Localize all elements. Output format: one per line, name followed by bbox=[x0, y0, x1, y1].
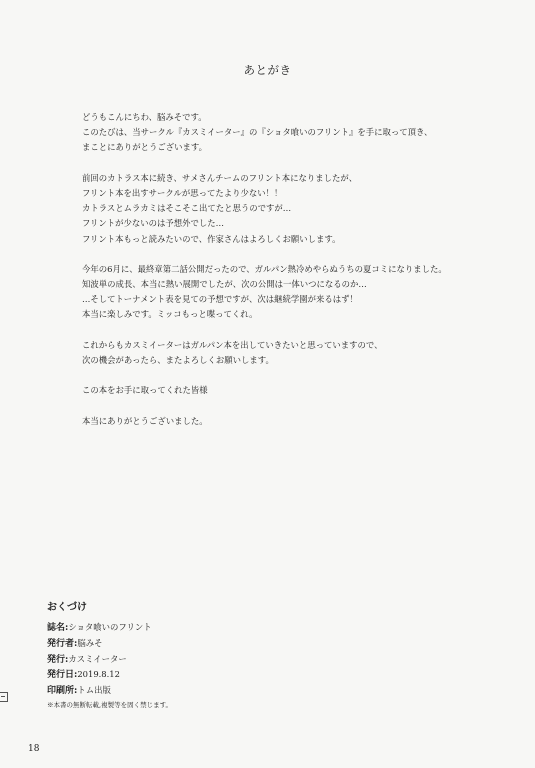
colophon bbox=[47, 600, 347, 710]
text-line: この本をお手に取ってくれた皆様 bbox=[82, 385, 208, 396]
text-line: フリント本を出すサークルが思ってたより少ない！！ bbox=[82, 187, 283, 198]
colophon-value: カスミイーター bbox=[68, 653, 127, 664]
afterword-paragraph bbox=[82, 262, 502, 323]
text-line: 次の機会があったら、またよろしくお願いします。 bbox=[82, 355, 274, 365]
colophon-value: ショタ喰いのフリント bbox=[68, 622, 152, 632]
page-number: 18 bbox=[28, 744, 40, 754]
text-line: どうもこんにちわ、脳みそです。 bbox=[82, 112, 207, 122]
colophon-row bbox=[47, 636, 347, 652]
afterword-paragraph bbox=[82, 383, 502, 398]
text-line: フリントが少ないのは予想外でした… bbox=[82, 218, 225, 229]
colophon-row bbox=[47, 652, 347, 668]
afterword-title: あとがき bbox=[243, 63, 292, 77]
afterword-paragraph bbox=[82, 338, 502, 368]
colophon-value: 脳みそ bbox=[77, 637, 103, 648]
afterword-paragraph bbox=[82, 110, 502, 156]
colophon-label: 発行: bbox=[47, 654, 69, 665]
colophon-label: 印刷所: bbox=[47, 686, 78, 697]
afterword-paragraph bbox=[82, 171, 502, 247]
text-line: まことにありがとうございます。 bbox=[82, 142, 207, 153]
colophon-note: ※本書の無断転載,複製等を固く禁じます。 bbox=[47, 700, 173, 709]
colophon-label: 発行者: bbox=[47, 638, 78, 649]
text-line: 前回のカトラス本に続き、サメさんチームのフリント本になりましたが、 bbox=[82, 172, 358, 183]
colophon-rows bbox=[47, 620, 347, 699]
text-line: このたびは、当サークル『カスミイーター』の『ショタ喰いのフリント』を手に取って頂き、 bbox=[82, 127, 433, 138]
colophon-value: トム出版 bbox=[77, 685, 111, 696]
colophon-row bbox=[47, 620, 347, 636]
text-line: 知波単の成長、本当に熱い展開でしたが、次の公開は一体いつになるのか… bbox=[82, 279, 367, 290]
text-line: …そしてトーナメント表を見ての予想ですが、次は継続学園が来るはず！ bbox=[82, 294, 358, 305]
text-line: フリント本もっと読みたいので、作家さんはよろしくお願いします。 bbox=[82, 233, 341, 244]
afterword-body bbox=[82, 110, 502, 444]
text-line: これからもカスミイーターはガルパン本を出していきたいと思っていますので、 bbox=[82, 339, 383, 350]
text-line: 本当に楽しみです。ミッコもっと喋ってくれ。 bbox=[82, 309, 258, 320]
colophon-row bbox=[47, 667, 347, 683]
edge-marker-icon bbox=[0, 692, 8, 702]
colophon-value: 2019.8.12 bbox=[77, 669, 120, 680]
text-line: 今年の6月に、最終章第二話公開だったので、ガルパン熱冷めやらぬうちの夏コミになりました。 bbox=[82, 263, 447, 274]
afterword-paragraph bbox=[82, 414, 502, 429]
text-line: カトラスとムラカミはそこそこ出てたと思うのですが… bbox=[82, 203, 292, 214]
colophon-row bbox=[47, 683, 347, 699]
colophon-label: 発行日: bbox=[47, 670, 78, 681]
text-line: 本当にありがとうございました。 bbox=[82, 415, 208, 426]
colophon-heading: おくづけ bbox=[47, 602, 87, 613]
colophon-label: 誌名: bbox=[47, 623, 69, 633]
